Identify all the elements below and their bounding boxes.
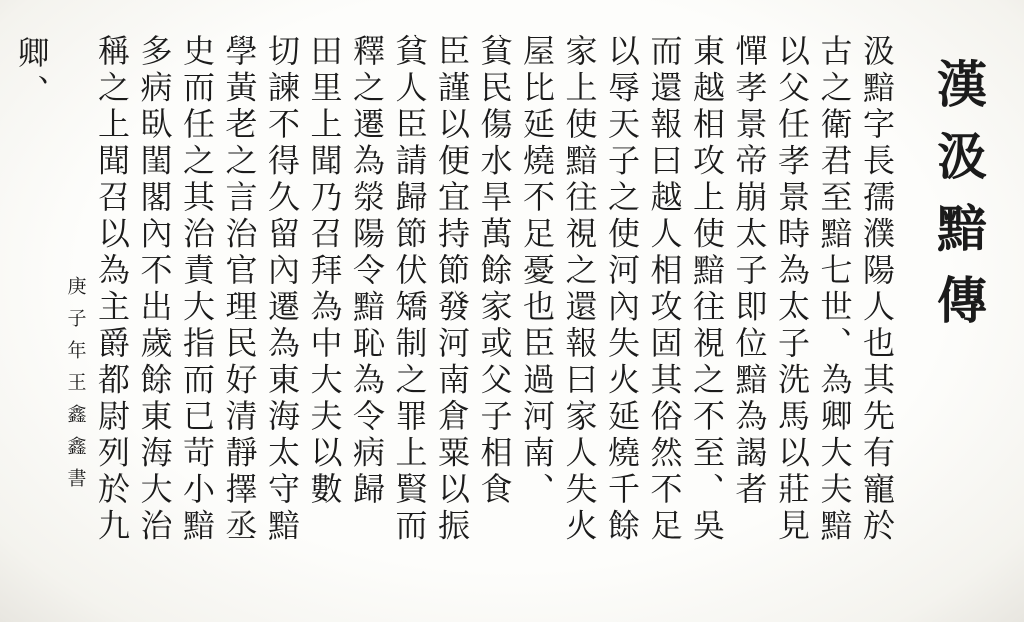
text-column-19: 稱之上聞召以為主爵都尉列於九 [93,34,131,545]
text-column-17: 史而任之其治責大指而已苛小黯 [178,34,216,545]
artwork-title: 漢汲黯傳 [929,58,988,346]
text-column-16: 學黃老之言治官理民好清靜擇丞 [220,34,259,545]
text-column-3: 以父任孝景時為太子洗馬以莊見 [773,34,811,545]
artist-signature: 庚子年王鑫鑫書 [64,276,87,500]
text-column-6: 而還報曰越人相攻固其俗然不足 [645,34,684,545]
text-column-20: 卿、 [12,36,51,112]
text-column-4: 憚孝景帝崩太子即位黯為謁者 [730,34,769,509]
text-column-15: 切諫不得久留內遷為東海太守黯 [263,34,301,545]
text-column-10: 貧民傷水旱萬餘家或父子相食 [475,34,514,509]
text-column-13: 釋之遷為滎陽令黯恥為令病歸 [348,34,386,509]
text-column-12: 貧人臣請歸節伏矯制之罪上賢而 [390,34,429,545]
text-column-5: 東越相攻上使黯往視之不至、吳 [688,34,726,545]
text-column-9: 屋比延燒不足憂也臣過河南、 [518,34,556,509]
text-column-18: 多病臥閨閣內不出歲餘東海大治 [135,34,174,545]
text-column-11: 臣謹以便宜持節發河南倉粟以振 [433,34,471,545]
text-column-1: 汲黯字長孺濮陽人也其先有寵於 [858,34,896,545]
text-column-8: 家上使黯往視之還報曰家人失火 [560,34,599,545]
text-column-14: 田里上聞乃召拜為中大夫以數 [305,34,344,509]
text-column-2: 古之衛君至黯七世、為卿大夫黯 [815,34,854,545]
text-column-7: 以辱天子之使河內失火延燒千餘 [603,34,641,545]
